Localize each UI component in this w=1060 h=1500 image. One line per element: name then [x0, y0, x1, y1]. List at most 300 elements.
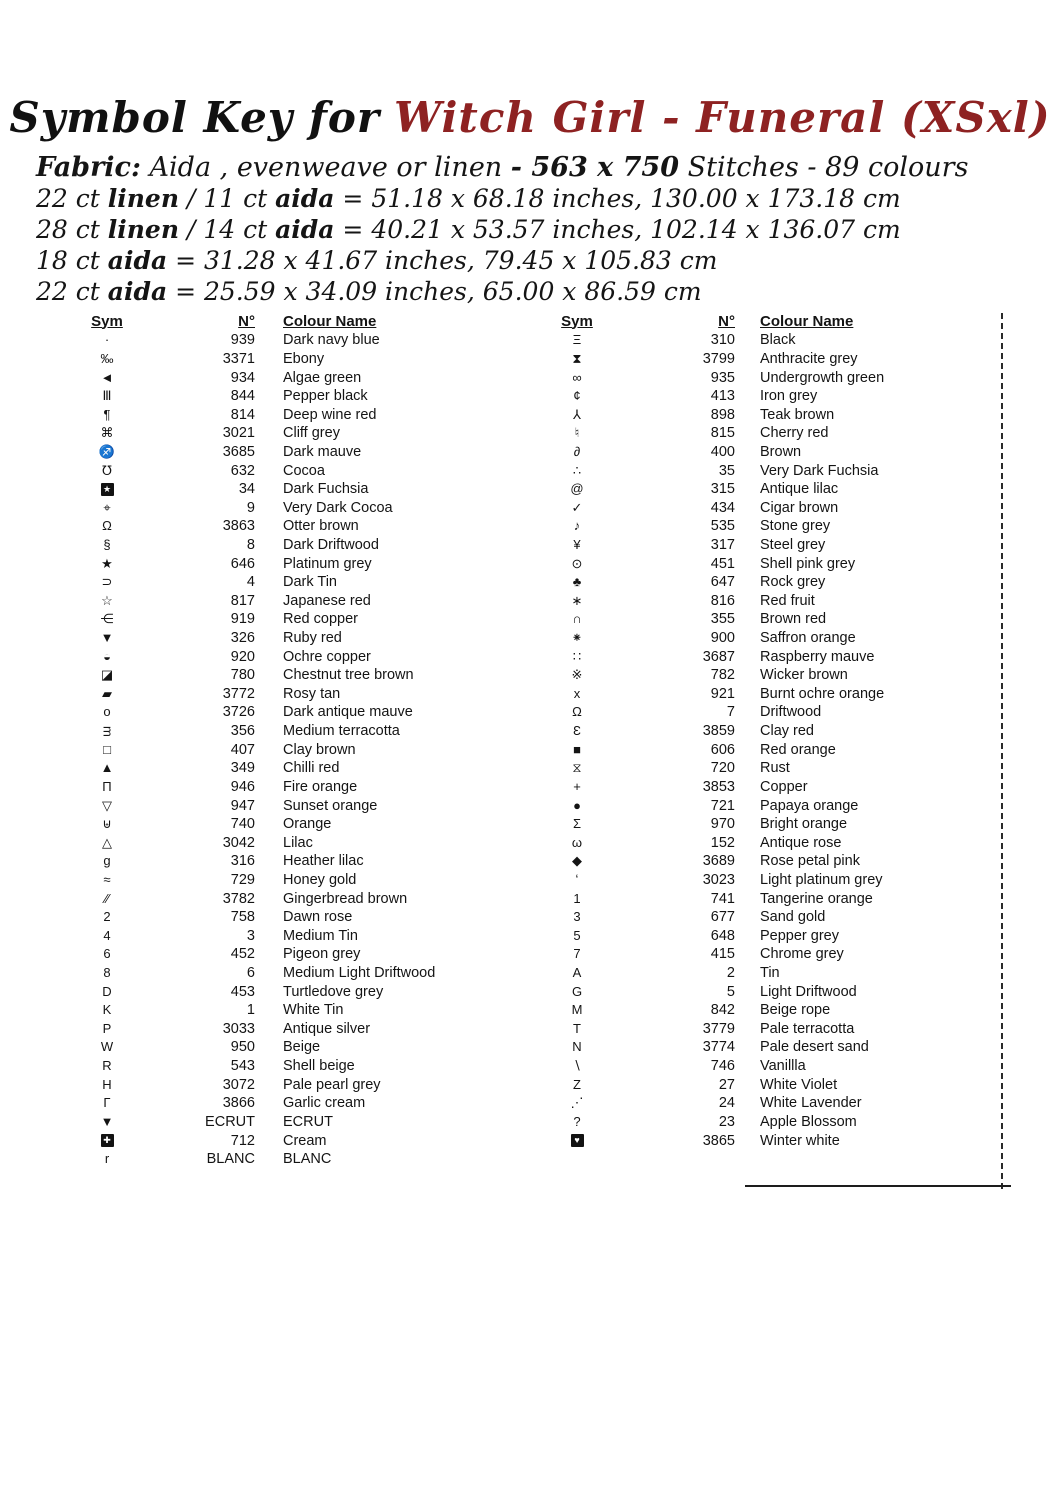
symbol-cell — [535, 407, 619, 423]
colour-name-cell: Steel grey — [760, 537, 826, 553]
symbol-cell — [535, 1039, 619, 1055]
stitch-symbol: 1 — [573, 890, 581, 906]
stitch-symbol: Ω — [102, 518, 112, 534]
number-cell: 7 — [726, 704, 735, 721]
symbol-cell — [535, 872, 619, 888]
table-row — [60, 833, 500, 852]
table-row — [60, 461, 500, 480]
number-cell: 782 — [710, 667, 735, 684]
colour-name-cell: Dark Driftwood — [283, 537, 379, 553]
stitch-symbol: T — [573, 1020, 581, 1036]
colour-name-cell: Stone grey — [760, 518, 831, 535]
table-row — [60, 498, 500, 517]
number-cell: 3042 — [222, 834, 255, 851]
table-row — [535, 592, 1000, 611]
number-cell: 3726 — [222, 704, 255, 721]
stitch-symbol: N — [572, 1039, 582, 1055]
number-cell: 434 — [710, 499, 735, 516]
symbol-cell — [535, 1133, 619, 1149]
stitch-symbol: Π — [102, 778, 112, 794]
symbol-cell — [60, 556, 154, 572]
stitch-symbol: R — [102, 1058, 112, 1074]
number-cell: 712 — [230, 1132, 255, 1149]
fabric-line: 22 ct linen / 11 ct aida = 51.18 x 68.18 inches, 130.00 x 173.18 cm — [36, 184, 901, 213]
table-row — [60, 740, 500, 759]
colour-name-cell: Pale desert sand — [760, 1039, 869, 1056]
colour-name-cell: Undergrowth green — [760, 369, 885, 386]
stitch-symbol: @ — [570, 481, 584, 497]
column-header-sym: Sym — [91, 312, 123, 330]
table-row — [60, 1057, 500, 1076]
stitch-symbol: D — [102, 983, 112, 999]
symbol-cell — [535, 388, 619, 404]
stitch-symbol: ∩ — [572, 611, 582, 627]
colour-name-cell: Iron grey — [760, 388, 818, 405]
stitch-symbol: ⌖ — [103, 499, 111, 515]
stitch-symbol: ● — [573, 797, 581, 813]
symbol-cell — [535, 351, 619, 367]
table-row — [535, 1038, 1000, 1057]
number-cell: 780 — [230, 667, 255, 684]
table-row — [60, 796, 500, 815]
number-cell: 535 — [710, 518, 735, 535]
symbol-cell — [60, 1021, 154, 1037]
table-row — [60, 592, 500, 611]
table-row — [60, 1038, 500, 1057]
number-cell: 646 — [230, 555, 255, 572]
symbol-cell — [60, 1133, 154, 1149]
table-row — [60, 722, 500, 741]
colour-name-cell: Medium Tin — [283, 927, 358, 944]
stitch-symbol: 8 — [103, 965, 111, 981]
number-cell: 3021 — [222, 425, 255, 442]
symbol-cell — [60, 704, 154, 720]
colour-name-cell: Medium terracotta — [283, 723, 400, 740]
symbol-cell — [60, 1002, 154, 1018]
colour-name-cell: Lilac — [283, 834, 313, 851]
stitch-symbol: ∷ — [572, 648, 582, 664]
stitch-symbol: Γ — [103, 1095, 111, 1111]
table-row — [535, 685, 1000, 704]
table-row — [535, 610, 1000, 629]
stitch-symbol: · — [104, 332, 110, 348]
symbol-cell — [535, 760, 619, 776]
symbol-key-table-right — [535, 311, 1000, 1150]
table-row — [535, 740, 1000, 759]
symbol-cell — [535, 816, 619, 832]
number-cell: 35 — [718, 462, 735, 479]
colour-name-cell: Shell pink grey — [760, 555, 856, 572]
table-row — [535, 778, 1000, 797]
stitch-symbol: ☆ — [101, 592, 113, 608]
stitch-symbol: ∂ — [573, 443, 581, 459]
bottom-border-line — [745, 1185, 1011, 1187]
table-row — [535, 889, 1000, 908]
table-row — [60, 852, 500, 871]
number-cell: 3774 — [702, 1039, 735, 1056]
stitch-symbol: Ɛ — [573, 723, 581, 739]
colour-name-cell: Ochre copper — [283, 648, 371, 665]
number-cell: 356 — [230, 723, 255, 740]
number-cell: 606 — [710, 741, 735, 758]
table-row — [535, 759, 1000, 778]
colour-name-cell: BLANC — [283, 1151, 332, 1168]
stitch-symbol: ? — [573, 1113, 581, 1129]
number-cell: 34 — [238, 481, 255, 498]
stitch-symbol: ♣ — [572, 574, 582, 590]
number-cell: 648 — [710, 927, 735, 944]
number-cell: 758 — [230, 909, 255, 926]
stitch-symbol: ▽ — [102, 797, 112, 813]
colour-name-cell: Clay brown — [283, 741, 356, 758]
stitch-symbol: ∞ — [572, 369, 582, 385]
number-cell: 152 — [710, 834, 735, 851]
table-row — [535, 368, 1000, 387]
stitch-symbol: ▼ — [100, 630, 114, 646]
symbol-cell — [535, 909, 619, 925]
number-cell: 415 — [710, 946, 735, 963]
symbol-cell — [60, 965, 154, 981]
table-row — [60, 1094, 500, 1113]
symbol-cell — [60, 1114, 154, 1130]
colour-name-cell: Anthracite grey — [760, 350, 858, 367]
stitch-symbol: Ω — [572, 704, 582, 720]
table-row — [60, 350, 500, 369]
table-row — [535, 573, 1000, 592]
symbol-cell — [60, 853, 154, 869]
symbol-key-table-left — [60, 311, 500, 1168]
colour-name-cell: Brown — [760, 443, 802, 460]
table-row — [60, 927, 500, 946]
colour-name-cell: Heather lilac — [283, 853, 364, 870]
stitch-symbol: 7 — [573, 946, 581, 962]
symbol-cell — [60, 1151, 154, 1167]
number-cell: 1 — [246, 1002, 255, 1019]
number-cell: 3863 — [222, 518, 255, 535]
number-cell: 310 — [710, 332, 735, 349]
colour-name-cell: Pale terracotta — [760, 1020, 855, 1037]
symbol-cell — [60, 370, 154, 386]
colour-name-cell: Pale pearl grey — [283, 1076, 381, 1093]
table-row — [60, 815, 500, 834]
number-cell: 355 — [710, 611, 735, 628]
colour-name-cell: Brown red — [760, 611, 827, 628]
symbol-cell — [535, 667, 619, 683]
number-cell: 407 — [230, 741, 255, 758]
symbol-cell — [60, 500, 154, 516]
stitch-symbol: ⁕ — [571, 630, 583, 646]
stitch-symbol: g — [103, 853, 111, 869]
stitch-symbol: Ⅲ — [102, 388, 112, 404]
colour-name-cell: Chestnut tree brown — [283, 667, 414, 684]
table-row — [60, 610, 500, 629]
symbol-cell — [535, 1058, 619, 1074]
stitch-symbol: ≈ — [103, 871, 111, 887]
stitch-symbol: Z — [573, 1076, 581, 1092]
colour-name-cell: White Tin — [283, 1002, 344, 1019]
table-row — [535, 647, 1000, 666]
table-row — [535, 461, 1000, 480]
symbol-cell — [535, 779, 619, 795]
stitch-symbol: ʻ — [575, 871, 579, 887]
symbol-cell — [60, 1095, 154, 1111]
stitch-symbol: Ξ — [572, 332, 582, 348]
table-row — [535, 517, 1000, 536]
colour-name-cell: Clay red — [760, 723, 814, 740]
table-row — [535, 331, 1000, 350]
symbol-cell — [60, 835, 154, 851]
table-row — [60, 517, 500, 536]
symbol-cell — [60, 611, 154, 627]
symbol-cell — [60, 742, 154, 758]
table-row — [60, 778, 500, 797]
table-header — [60, 311, 500, 331]
table-row — [60, 703, 500, 722]
colour-name-cell: Deep wine red — [283, 406, 377, 423]
number-cell: 921 — [710, 685, 735, 702]
table-row — [535, 387, 1000, 406]
number-cell: 9 — [246, 499, 255, 516]
number-cell: 946 — [230, 778, 255, 795]
table-row — [535, 1075, 1000, 1094]
table-row — [535, 1057, 1000, 1076]
colour-name-cell: Turtledove grey — [283, 983, 384, 1000]
symbol-cell — [60, 1077, 154, 1093]
colour-name-cell: Wicker brown — [760, 667, 848, 684]
symbol-cell — [535, 649, 619, 665]
stitch-symbol: ✚ — [101, 1134, 114, 1147]
table-row — [535, 629, 1000, 648]
number-cell: 3772 — [222, 685, 255, 702]
symbol-cell — [535, 891, 619, 907]
colour-name-cell: Dark antique mauve — [283, 704, 413, 721]
symbol-cell — [535, 835, 619, 851]
colour-name-cell: ECRUT — [283, 1113, 333, 1130]
colour-name-cell: Very Dark Fuchsia — [760, 462, 879, 479]
table-row — [60, 443, 500, 462]
fabric-line: 28 ct linen / 14 ct aida = 40.21 x 53.57 inches, 102.14 x 136.07 cm — [36, 215, 901, 244]
stitch-symbol: ∴ — [572, 462, 582, 478]
number-cell: 740 — [230, 816, 255, 833]
symbol-cell — [60, 425, 154, 441]
colour-name-cell: Rosy tan — [283, 685, 341, 702]
number-cell: 3782 — [222, 890, 255, 907]
stitch-symbol: K — [102, 1002, 112, 1018]
symbol-cell — [60, 760, 154, 776]
table-row — [535, 350, 1000, 369]
stitch-symbol: ⋲ — [100, 611, 114, 627]
symbol-cell — [535, 742, 619, 758]
colour-name-cell: Dark Tin — [283, 574, 337, 591]
number-cell: 900 — [710, 630, 735, 647]
symbol-cell — [535, 518, 619, 534]
number-cell: 2 — [726, 965, 735, 982]
number-cell: 817 — [230, 592, 255, 609]
table-row — [60, 536, 500, 555]
symbol-cell — [535, 500, 619, 516]
symbol-cell — [60, 723, 154, 739]
colour-name-cell: Dawn rose — [283, 909, 353, 926]
colour-name-cell: Cigar brown — [760, 499, 839, 516]
colour-name-cell: Very Dark Cocoa — [283, 499, 393, 516]
number-cell: 543 — [230, 1058, 255, 1075]
stitch-symbol: ∖ — [572, 1058, 582, 1074]
number-cell: 3859 — [702, 723, 735, 740]
page-title-pattern-name: Witch Girl - Funeral (XSxl) — [394, 93, 1051, 142]
colour-name-cell: Otter brown — [283, 518, 359, 535]
colour-name-cell: Driftwood — [760, 704, 822, 721]
number-cell: 3 — [246, 927, 255, 944]
table-row — [60, 1020, 500, 1039]
table-row — [535, 722, 1000, 741]
stitch-symbol: ▲ — [100, 760, 114, 776]
table-row — [60, 1131, 500, 1150]
number-cell: 920 — [230, 648, 255, 665]
table-row — [535, 815, 1000, 834]
table-row — [60, 368, 500, 387]
colour-name-cell: Raspberry mauve — [760, 648, 875, 665]
number-cell: 3779 — [702, 1020, 735, 1037]
stitch-symbol: □ — [103, 741, 111, 757]
column-header-number: N° — [238, 312, 255, 330]
colour-name-cell: Beige rope — [760, 1002, 831, 1019]
table-rows — [60, 331, 500, 1168]
symbol-cell — [60, 593, 154, 609]
number-cell: 647 — [710, 574, 735, 591]
number-cell: 815 — [710, 425, 735, 442]
symbol-cell — [60, 630, 154, 646]
table-row — [535, 1094, 1000, 1113]
stitch-symbol: △ — [102, 834, 112, 850]
stitch-symbol: ◒ — [103, 648, 111, 664]
stitch-symbol: ‰ — [100, 350, 114, 366]
number-cell: 326 — [230, 630, 255, 647]
number-cell: 746 — [710, 1058, 735, 1075]
colour-name-cell: Tangerine orange — [760, 890, 873, 907]
number-cell: 413 — [710, 388, 735, 405]
symbol-cell — [535, 556, 619, 572]
table-row — [60, 1150, 500, 1169]
stitch-symbol: 2 — [103, 909, 111, 925]
colour-name-cell: Antique rose — [760, 834, 842, 851]
table-row — [535, 498, 1000, 517]
colour-name-cell: Light platinum grey — [760, 871, 883, 888]
stitch-symbol: ⌘ — [100, 425, 114, 441]
table-row — [60, 1001, 500, 1020]
colour-name-cell: Copper — [760, 778, 808, 795]
stitch-symbol: ¥ — [573, 537, 581, 552]
table-row — [535, 554, 1000, 573]
stitch-symbol: ¢ — [573, 388, 581, 404]
table-row — [60, 964, 500, 983]
symbol-cell — [60, 537, 154, 553]
table-row — [535, 424, 1000, 443]
stitch-symbol: § — [103, 537, 111, 552]
table-row — [60, 405, 500, 424]
colour-name-cell: Honey gold — [283, 871, 357, 888]
table-row — [535, 1001, 1000, 1020]
stitch-symbol: Σ — [572, 816, 582, 832]
number-cell: 27 — [718, 1076, 735, 1093]
colour-name-cell: Ebony — [283, 350, 325, 367]
colour-name-cell: White Lavender — [760, 1095, 862, 1112]
colour-name-cell: Sand gold — [760, 909, 826, 926]
table-row — [60, 554, 500, 573]
table-row — [60, 573, 500, 592]
symbol-cell — [60, 1039, 154, 1055]
symbol-cell — [535, 928, 619, 944]
colour-name-cell: Pigeon grey — [283, 946, 361, 963]
colour-name-cell: Antique lilac — [760, 481, 839, 498]
number-cell: 452 — [230, 946, 255, 963]
colour-name-cell: Fire orange — [283, 778, 358, 795]
symbol-cell — [60, 574, 154, 590]
symbol-cell — [60, 481, 154, 497]
colour-name-cell: Pepper black — [283, 388, 368, 405]
number-cell: 3865 — [702, 1132, 735, 1149]
colour-name-cell: Beige — [283, 1039, 321, 1056]
fabric-line: 18 ct aida = 31.28 x 41.67 inches, 79.45 x 105.83 cm — [36, 246, 718, 275]
symbol-cell — [535, 370, 619, 386]
table-row — [60, 387, 500, 406]
stitch-symbol: G — [571, 983, 583, 999]
symbol-cell — [535, 704, 619, 720]
colour-name-cell: Cream — [283, 1132, 327, 1149]
number-cell: BLANC — [206, 1151, 255, 1168]
table-row — [535, 1113, 1000, 1132]
stitch-symbol: W — [100, 1039, 114, 1055]
table-row — [535, 833, 1000, 852]
stitch-symbol: + — [573, 778, 581, 794]
colour-name-cell: Dark Fuchsia — [283, 481, 369, 498]
number-cell: 3853 — [702, 778, 735, 795]
stitch-symbol: ※ — [571, 667, 583, 683]
symbol-cell — [60, 518, 154, 534]
stitch-symbol: ★ — [101, 483, 114, 496]
colour-name-cell: Chrome grey — [760, 946, 844, 963]
number-cell: 8 — [246, 537, 255, 553]
stitch-symbol: 5 — [573, 927, 581, 943]
colour-name-cell: Pepper grey — [760, 927, 839, 944]
colour-name-cell: Vanillla — [760, 1058, 806, 1075]
colour-name-cell: Orange — [283, 816, 332, 833]
symbol-cell — [60, 928, 154, 944]
stitch-symbol: ♮ — [574, 425, 580, 441]
stitch-symbol: ¶ — [103, 406, 111, 422]
colour-name-cell: Platinum grey — [283, 555, 372, 572]
symbol-cell — [60, 667, 154, 683]
colour-name-cell: Ruby red — [283, 630, 342, 647]
number-cell: 3371 — [222, 350, 255, 367]
stitch-symbol: ∗ — [571, 592, 583, 608]
stitch-symbol: ⋰ — [570, 1095, 584, 1111]
symbol-cell — [535, 965, 619, 981]
stitch-symbol: A — [572, 965, 582, 981]
stitch-symbol: ♪ — [573, 518, 581, 534]
colour-name-cell: Dark mauve — [283, 443, 362, 460]
stitch-symbol: ω — [571, 834, 583, 850]
number-cell: 721 — [710, 797, 735, 814]
table-row — [60, 889, 500, 908]
colour-name-cell: Chilli red — [283, 760, 340, 777]
stitch-symbol: ♐ — [98, 443, 116, 459]
stitch-symbol: M — [571, 1002, 583, 1018]
colour-name-cell: Saffron orange — [760, 630, 856, 647]
colour-name-cell: White Violet — [760, 1076, 838, 1093]
number-cell: 729 — [230, 871, 255, 888]
table-row — [535, 945, 1000, 964]
number-cell: 816 — [710, 592, 735, 609]
